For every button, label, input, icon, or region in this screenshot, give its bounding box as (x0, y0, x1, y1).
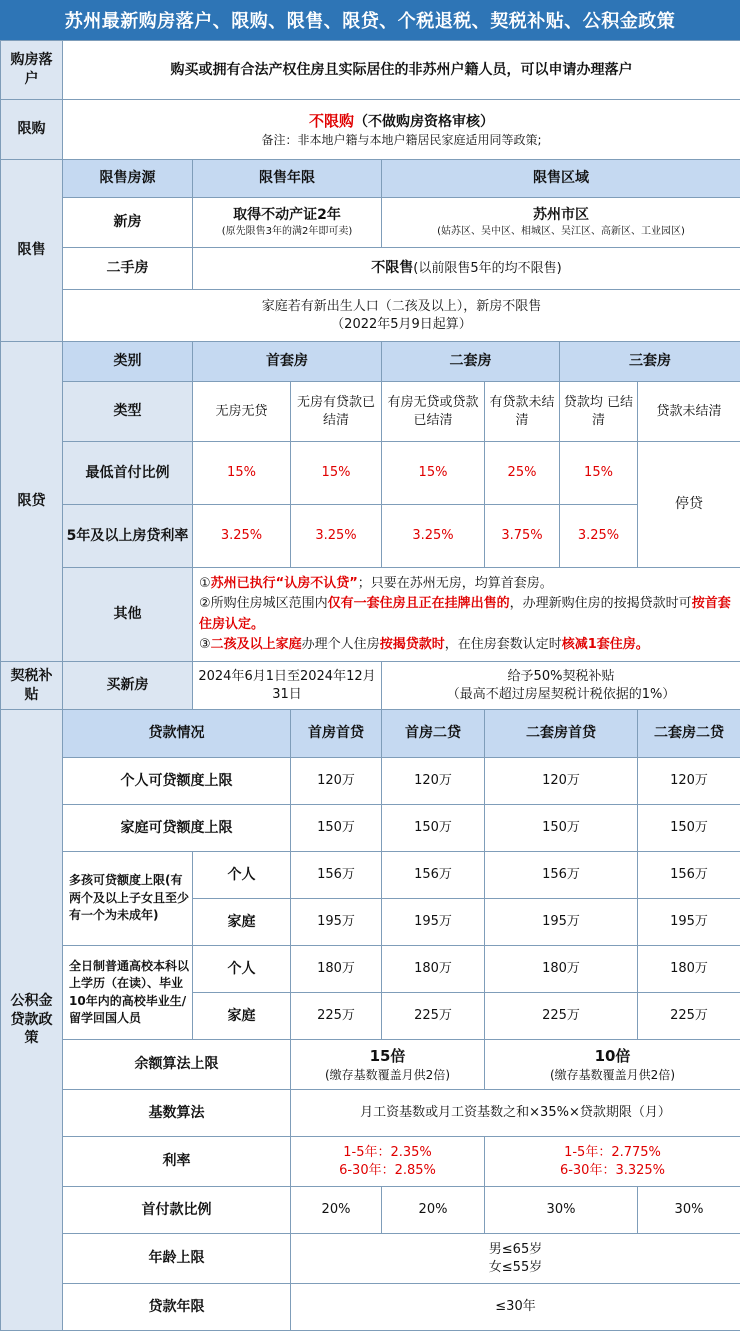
gjj-base-label: 基数算法 (63, 1090, 291, 1137)
gjj-rate-b2: 6-30年：3.325% (559, 1162, 666, 1178)
gjj-person-row (1, 758, 740, 805)
qishui-period: 2024年6月1日至2024年12月31日 (193, 662, 382, 710)
xiandai-dp-cell: 25% (485, 442, 560, 505)
gjj-rate-row (1, 1137, 740, 1187)
luohu-text: 购买或拥有合法产权住房且实际居住的非苏州户籍人员，可以申请办理落户 (63, 41, 740, 100)
xianshou-family-line2: （2022年5月9日起算） (331, 316, 472, 332)
xianshou-new-period-note: (原先限售3年的满2年即可卖) (221, 226, 353, 238)
xiandai-header-row (1, 342, 740, 382)
gjj-header-row (1, 710, 740, 758)
xiandai-label: 限贷 (1, 342, 63, 662)
xiandai-other-label: 其他 (63, 568, 193, 662)
xiandai-rate-row (1, 505, 740, 568)
xiandai-stop: 停贷 (638, 442, 740, 568)
gjj-rate-a1: 1-5年：2.35% (343, 1144, 432, 1160)
gjj-cell: 120万 (485, 758, 638, 805)
gjj-base-text: 月工资基数或月工资基数之和×35%×贷款期限（月） (291, 1090, 740, 1137)
gjj-balance-a-cell (291, 1040, 485, 1090)
qishui-sub: 买新房 (63, 662, 193, 710)
gjj-h-col: 首房首贷 (291, 710, 382, 758)
gjj-cell: 180万 (382, 946, 485, 993)
gjj-age-cell (291, 1234, 740, 1284)
gjj-cell: 120万 (638, 758, 740, 805)
xianshou-used-main: 不限售 (371, 260, 414, 277)
gjj-grad-person: 个人 (193, 946, 291, 993)
gjj-rate-a2: 6-30年：2.85% (339, 1162, 436, 1178)
xianshou-h-period: 限售年限 (193, 160, 382, 198)
xiandai-h-cat: 类别 (63, 342, 193, 382)
xianshou-h-area: 限售区域 (382, 160, 740, 198)
gjj-multi-person-row (1, 852, 740, 899)
other-item-2: ②所购住房城区范围内仅有一套住房且正在挂牌出售的，办理新购住房的按揭贷款时可按首套住房认定。 (199, 596, 731, 632)
xiandai-dp-label: 最低首付比例 (63, 442, 193, 505)
xianshou-new-period-cell (193, 198, 382, 248)
gjj-dp-label: 首付款比例 (63, 1187, 291, 1234)
other-item-3: ③二孩及以上家庭办理个人住房按揭贷款时，在住房套数认定时核减1套住房。 (199, 636, 649, 652)
gjj-balance-label: 余额算法上限 (63, 1040, 291, 1090)
xiangou-main: 不限购 (308, 111, 354, 130)
gjj-cell: 195万 (291, 899, 382, 946)
gjj-cell: 195万 (485, 899, 638, 946)
gjj-grad-family: 家庭 (193, 993, 291, 1040)
xiandai-dp-cell: 15% (193, 442, 291, 505)
policy-table (0, 40, 740, 1331)
gjj-rate-b-cell (485, 1137, 740, 1187)
xiangou-row (1, 100, 740, 160)
xiandai-type-cell: 贷款未结清 (638, 382, 740, 442)
gjj-balance-row (1, 1040, 740, 1090)
gjj-term-label: 贷款年限 (63, 1284, 291, 1331)
gjj-cell: 156万 (291, 852, 382, 899)
xianshou-used-row (1, 248, 740, 290)
gjj-rate-b1: 1-5年：2.775% (564, 1144, 661, 1160)
gjj-dp-row (1, 1187, 740, 1234)
gjj-cell: 20% (382, 1187, 485, 1234)
page-title: 苏州最新购房落户、限购、限售、限贷、个税退税、契税补贴、公积金政策 (0, 0, 740, 40)
gjj-cell: 180万 (638, 946, 740, 993)
qishui-detail-cell (382, 662, 740, 710)
gjj-age-male: 男≤65岁 (488, 1241, 543, 1257)
xianshou-new-label: 新房 (63, 198, 193, 248)
gjj-multi-label: 多孩可贷额度上限(有两个及以上子女且至少有一个为未成年) (63, 852, 193, 946)
xianshou-new-area-note: (姑苏区、吴中区、相城区、吴江区、高新区、工业园区) (437, 226, 685, 238)
xiangou-paren: （不做购房资格审核） (354, 113, 494, 130)
gjj-age-row (1, 1234, 740, 1284)
gjj-cell: 225万 (638, 993, 740, 1040)
gjj-h-col: 二套房首贷 (485, 710, 638, 758)
xianshou-family-line1: 家庭若有新出生人口（二孩及以上），新房不限售 (261, 298, 542, 314)
gjj-balance-b-note: (缴存基数覆盖月供2倍) (550, 1067, 675, 1082)
xiandai-h-first: 首套房 (193, 342, 382, 382)
gjj-cell: 20% (291, 1187, 382, 1234)
xiandai-rate-cell: 3.25% (193, 505, 291, 568)
xianshou-new-area: 苏州市区 (533, 207, 589, 224)
gjj-cell: 150万 (291, 805, 382, 852)
xiandai-type-row (1, 382, 740, 442)
gjj-balance-b-cell (485, 1040, 740, 1090)
xiandai-dp-row (1, 442, 740, 505)
gjj-balance-a: 15倍 (369, 1047, 406, 1066)
gjj-cell: 156万 (638, 852, 740, 899)
gjj-cell: 225万 (382, 993, 485, 1040)
xiangou-cell (63, 100, 740, 160)
gjj-term-row (1, 1284, 740, 1331)
xiangou-label: 限购 (1, 100, 63, 160)
gjj-cell: 156万 (485, 852, 638, 899)
xiandai-rate-cell: 3.75% (485, 505, 560, 568)
xianshou-family-row (1, 290, 740, 342)
gjj-cell: 120万 (291, 758, 382, 805)
xiandai-dp-cell: 15% (382, 442, 485, 505)
gjj-cell: 30% (638, 1187, 740, 1234)
xianshou-used-label: 二手房 (63, 248, 193, 290)
qishui-row (1, 662, 740, 710)
xiandai-rate-cell: 3.25% (560, 505, 638, 568)
xiandai-rate-cell: 3.25% (382, 505, 485, 568)
gjj-rate-label: 利率 (63, 1137, 291, 1187)
xiandai-type-cell: 有贷款未结清 (485, 382, 560, 442)
luohu-row (1, 41, 740, 100)
xiandai-type-cell: 有房无贷或贷款已结清 (382, 382, 485, 442)
gjj-row-label: 个人可贷额度上限 (63, 758, 291, 805)
gjj-cell: 120万 (382, 758, 485, 805)
gjj-age-female: 女≤55岁 (488, 1259, 543, 1275)
gjj-row-label: 家庭可贷额度上限 (63, 805, 291, 852)
gjj-cell: 150万 (638, 805, 740, 852)
xianshou-used-note: (以前限售5年的均不限售) (413, 261, 562, 277)
gjj-h-loan: 贷款情况 (63, 710, 291, 758)
gjj-h-col: 首房二贷 (382, 710, 485, 758)
gjj-balance-b: 10倍 (594, 1047, 631, 1066)
other-item-1: ①苏州已执行“认房不认贷”；只要在苏州无房，均算首套房。 (199, 576, 553, 592)
gjj-family-row (1, 805, 740, 852)
xianshou-label: 限售 (1, 160, 63, 342)
gjj-balance-a-note: (缴存基数覆盖月供2倍) (325, 1067, 450, 1082)
gjj-multi-person: 个人 (193, 852, 291, 899)
gjj-cell: 180万 (485, 946, 638, 993)
xiandai-dp-cell: 15% (560, 442, 638, 505)
xianshou-family-cell (63, 290, 740, 342)
gjj-rate-a-cell (291, 1137, 485, 1187)
gjj-cell: 180万 (291, 946, 382, 993)
xiandai-dp-cell: 15% (291, 442, 382, 505)
gjj-term-value: ≤30年 (291, 1284, 740, 1331)
gjj-h-col: 二套房二贷 (638, 710, 740, 758)
xianshou-new-period: 取得不动产证2年 (233, 207, 341, 224)
gjj-cell: 225万 (485, 993, 638, 1040)
gjj-cell: 156万 (382, 852, 485, 899)
xiangou-note: 备注：非本地户籍与本地户籍居民家庭适用同等政策; (261, 132, 542, 147)
xiandai-h-second: 二套房 (382, 342, 560, 382)
luohu-label: 购房落户 (1, 41, 63, 100)
gjj-cell: 195万 (382, 899, 485, 946)
qishui-label: 契税补贴 (1, 662, 63, 710)
gjj-grad-label: 全日制普通高校本科以上学历（在读）、毕业10年内的高校毕业生/留学回国人员 (63, 946, 193, 1040)
xiandai-type-cell: 贷款均 已结清 (560, 382, 638, 442)
qishui-line2: （最高不超过房屋契税计税依据的1%） (446, 686, 676, 702)
gjj-cell: 225万 (291, 993, 382, 1040)
gjj-multi-family: 家庭 (193, 899, 291, 946)
gjj-label: 公积金贷款政策 (1, 710, 63, 1331)
xianshou-new-area-cell (382, 198, 740, 248)
xianshou-used-cell (193, 248, 740, 290)
gjj-grad-person-row (1, 946, 740, 993)
xiandai-type-cell: 无房无贷 (193, 382, 291, 442)
xiandai-rate-cell: 3.25% (291, 505, 382, 568)
xianshou-header-row (1, 160, 740, 198)
gjj-base-row (1, 1090, 740, 1137)
xianshou-new-row (1, 198, 740, 248)
gjj-cell: 150万 (382, 805, 485, 852)
gjj-cell: 195万 (638, 899, 740, 946)
xiandai-type-label: 类型 (63, 382, 193, 442)
xianshou-h-source: 限售房源 (63, 160, 193, 198)
xiandai-type-cell: 无房有贷款已结清 (291, 382, 382, 442)
gjj-age-label: 年龄上限 (63, 1234, 291, 1284)
gjj-cell: 150万 (485, 805, 638, 852)
xiandai-h-third: 三套房 (560, 342, 740, 382)
xiandai-other-row (1, 568, 740, 662)
xiandai-other-cell (193, 568, 740, 662)
qishui-line1: 给予50%契税补贴 (507, 668, 615, 684)
gjj-cell: 30% (485, 1187, 638, 1234)
xiandai-rate-label: 5年及以上房贷利率 (63, 505, 193, 568)
